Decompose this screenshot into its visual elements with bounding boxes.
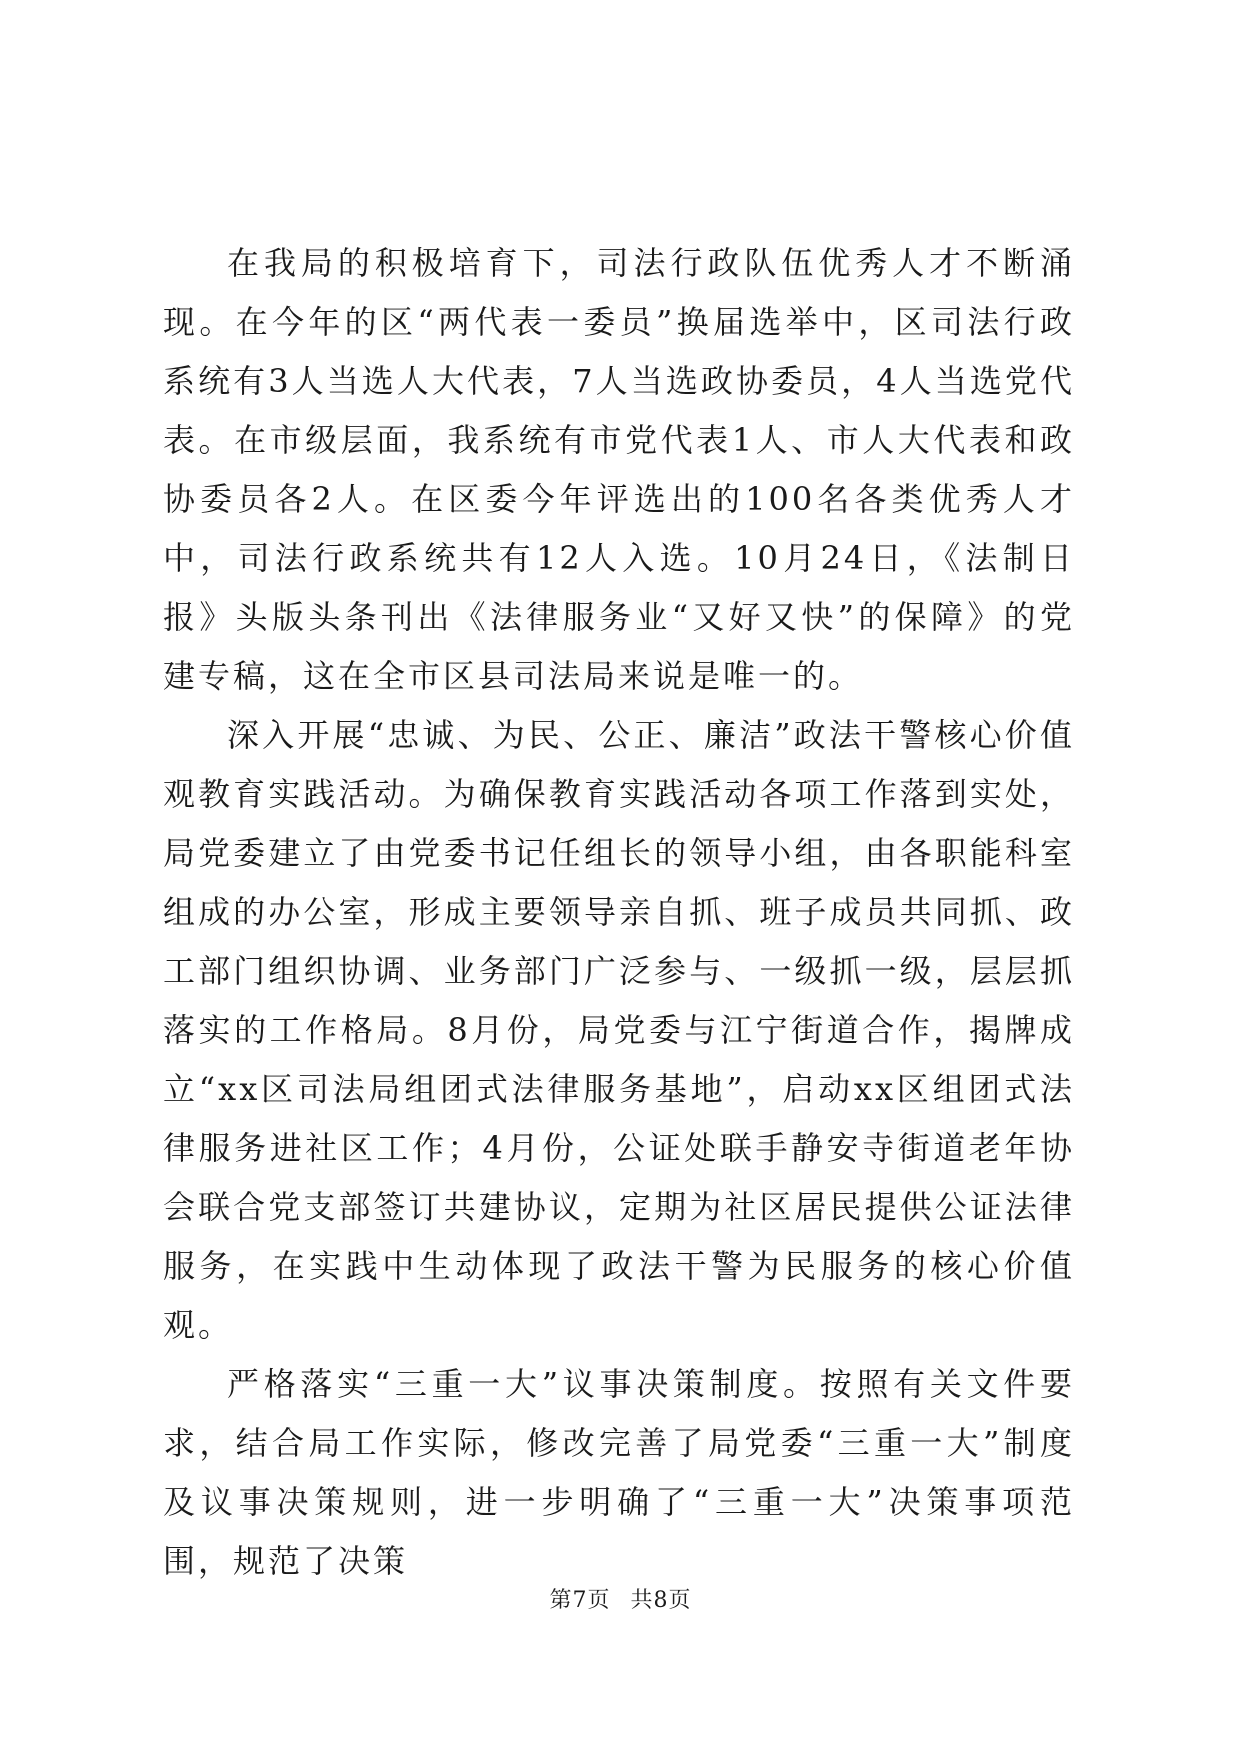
page-footer bbox=[0, 1586, 1241, 1616]
page-number-current: 第7页 bbox=[549, 1588, 611, 1613]
page-number-total: 共8页 bbox=[630, 1588, 692, 1613]
document-body bbox=[163, 234, 1075, 1591]
paragraph-talent: 在我局的积极培育下，司法行政队伍优秀人才不断涌现。在今年的区“两代表一委员”换届选举中，区司法行政系统有3人当选人大代表，7人当选政协委员，4人当选党代表。在市级层面，我系统有市党代表1人、市人大代表和政协委员各2人。在区委今年评选出的100名各类优秀人才中，司法行政系统共有12人入选。10月24日，《法制日报》头版头条刊出《法律服务业“又好又快”的保障》的党建专稿，这在全市区县司法局来说是唯一的。 bbox=[163, 244, 1075, 695]
paragraph-core-values: 深入开展“忠诚、为民、公正、廉洁”政法干警核心价值观教育实践活动。为确保教育实践活动各项工作落到实处，局党委建立了由党委书记任组长的领导小组，由各职能科室组成的办公室，形成主要领导亲自抓、班子成员共同抓、政工部门组织协调、业务部门广泛参与、一级抓一级，层层抓落实的工作格局。8月份，局党委与江宁街道合作，揭牌成立“xx区司法局组团式法律服务基地”，启动xx区组团式法律服务进社区工作；4月份，公证处联手静安寺街道老年协会联合党支部签订共建协议，定期为社区居民提供公证法律服务，在实践中生动体现了政法干警为民服务的核心价值观。 bbox=[163, 716, 1075, 1344]
paragraph-decision-system: 严格落实“三重一大”议事决策制度。按照有关文件要求，结合局工作实际，修改完善了局党委“三重一大”制度及议事决策规则，进一步明确了“三重一大”决策事项范围，规范了决策 bbox=[163, 1365, 1075, 1580]
